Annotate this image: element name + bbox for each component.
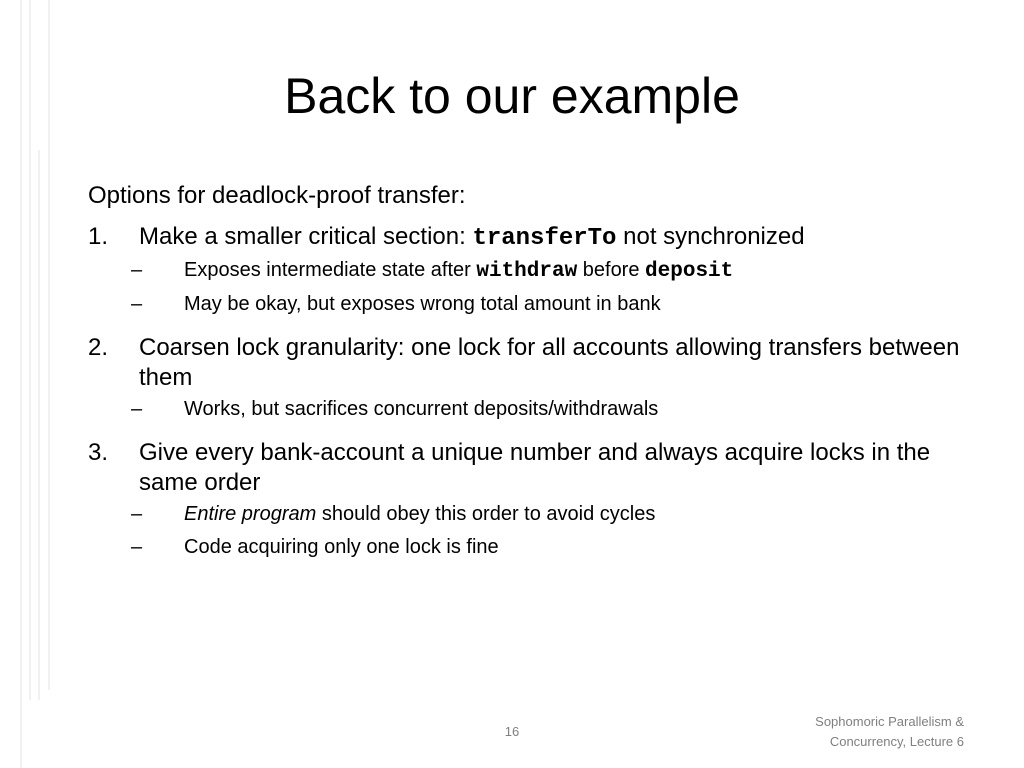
sub-item-text: should obey this order to avoid cycles <box>316 503 656 525</box>
code-transferTo: transferTo <box>472 225 617 252</box>
sub-item <box>88 393 988 426</box>
sub-item <box>88 254 988 288</box>
item-number: 2. <box>88 334 109 361</box>
dash-bullet: – <box>131 398 143 420</box>
slide-title: Back to our example <box>284 68 740 124</box>
list-item-2 <box>88 333 988 393</box>
item-text: not synchronized <box>616 223 805 250</box>
dash-bullet: – <box>131 536 143 558</box>
code-deposit: deposit <box>645 260 734 283</box>
sub-item <box>88 498 988 531</box>
sub-item <box>88 288 988 321</box>
item-text: Coarsen lock granularity: one lock for all accounts allowing transfers between them <box>139 334 960 391</box>
page-number: 16 <box>504 724 520 739</box>
emphasis-text: Entire program <box>184 503 317 525</box>
dash-bullet: – <box>131 293 143 315</box>
item-text: Give every bank-account a unique number and always acquire locks in the same order <box>139 439 931 496</box>
item-number: 1. <box>88 223 109 250</box>
decorative-line <box>38 150 40 700</box>
footer-line: Sophomoric Parallelism & <box>815 714 964 729</box>
dash-bullet: – <box>131 259 143 281</box>
sub-item-text: May be okay, but exposes wrong total amount in bank <box>184 293 661 315</box>
list-item-1 <box>88 222 988 254</box>
dash-bullet: – <box>131 503 143 525</box>
sub-item-text: before <box>577 259 646 281</box>
item-text: Make a smaller critical section: <box>139 223 473 250</box>
code-withdraw: withdraw <box>476 260 578 283</box>
footer-course-label <box>815 712 964 752</box>
item-number: 3. <box>88 439 109 466</box>
intro-text: Options for deadlock-proof transfer: <box>88 182 466 209</box>
sub-item-text: Exposes intermediate state after <box>184 259 477 281</box>
sub-item-text: Code acquiring only one lock is fine <box>184 536 499 558</box>
slide-body <box>88 178 988 564</box>
list-item-3 <box>88 438 988 498</box>
sub-item-text: Works, but sacrifices concurrent deposits/withdrawals <box>184 398 659 420</box>
footer-line: Concurrency, Lecture 6 <box>829 734 964 749</box>
sub-item <box>88 531 988 564</box>
